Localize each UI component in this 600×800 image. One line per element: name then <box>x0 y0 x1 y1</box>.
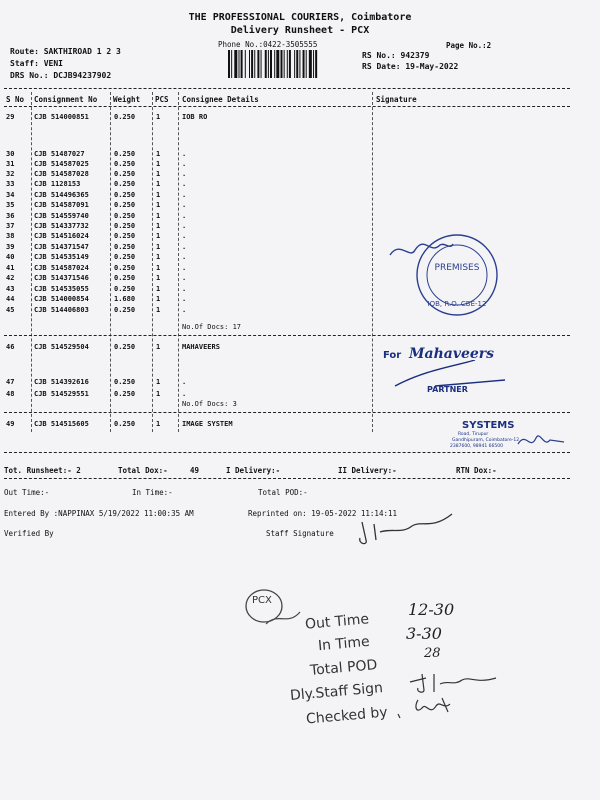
row-pcs: 1 <box>156 264 161 272</box>
row-consignee-details: . <box>182 243 187 251</box>
row-consignee-details: . <box>182 201 187 209</box>
row-weight: 0.250 <box>114 113 136 121</box>
row-pcs: 1 <box>156 306 161 314</box>
row-consignee-details: . <box>182 253 187 261</box>
row-consignee-details: . <box>182 306 187 314</box>
in-time-label: In Time:- <box>132 488 173 497</box>
row-consignee-details: . <box>182 274 187 282</box>
row-weight: 0.250 <box>114 222 136 230</box>
row-consignment-no: CJB 514371547 <box>34 243 89 251</box>
total-dox-value: 49 <box>190 466 200 475</box>
mahaveers-stamp <box>375 340 525 410</box>
hw-out-time-value: 12-30 <box>408 600 455 619</box>
row-consignee-details: . <box>182 295 187 303</box>
row-weight: 0.250 <box>114 201 136 209</box>
total-pod-label: Total POD:- <box>258 488 308 497</box>
entered-by: Entered By :NAPPINAX 5/19/2022 11:00:35 AM <box>4 509 194 518</box>
divider <box>4 88 570 89</box>
docs-count: No.Of Docs: 3 <box>182 400 237 408</box>
row-pcs: 1 <box>156 201 161 209</box>
rtn-dox: RTN Dox:- <box>456 466 497 475</box>
row-sno: 38 <box>6 232 15 240</box>
page-number: Page No.:2 <box>446 41 492 50</box>
phone-number: Phone No.:0422-3505555 <box>218 40 318 49</box>
row-weight: 0.250 <box>114 285 136 293</box>
barcode-bar <box>294 50 295 78</box>
staff-signature-scribble <box>352 510 472 550</box>
row-consignee-details: . <box>182 150 187 158</box>
divider <box>4 106 570 107</box>
barcode-bar <box>241 50 243 78</box>
col-header-signature: Signature <box>376 95 417 104</box>
docs-count: No.Of Docs: 17 <box>182 323 242 331</box>
barcode-bar <box>265 50 267 78</box>
hw-in-time-label: In Time <box>317 633 371 655</box>
verified-by: Verified By <box>4 529 54 538</box>
ii-delivery: II Delivery:- <box>338 466 397 475</box>
column-line <box>110 92 111 432</box>
barcode-bar <box>296 50 298 78</box>
hw-dly-staff-label: Dly.Staff Sign <box>289 679 384 705</box>
drs-number: DRS No.: DCJB94237902 <box>10 71 112 80</box>
barcode-bar <box>239 50 240 78</box>
row-sno: 45 <box>6 306 15 314</box>
row-weight: 0.250 <box>114 191 136 199</box>
row-consignee-details: . <box>182 212 187 220</box>
company-title: THE PROFESSIONAL COURIERS, Coimbatore <box>188 12 412 23</box>
row-sno: 43 <box>6 285 15 293</box>
mahaveers-name: Mahaveers <box>409 346 495 362</box>
row-weight: 0.250 <box>114 378 136 386</box>
row-sno: 39 <box>6 243 15 251</box>
row-consignment-no: CJB 514000851 <box>34 113 89 121</box>
row-consignment-no: CJB 514000854 <box>34 295 89 303</box>
row-consignee-details: . <box>182 191 187 199</box>
row-pcs: 1 <box>156 343 161 351</box>
image-systems-stamp <box>448 418 568 458</box>
row-consignment-no: CJB 514559740 <box>34 212 89 220</box>
col-header-pcs: PCS <box>155 95 169 104</box>
barcode-bar <box>306 50 307 78</box>
column-line <box>31 92 32 432</box>
barcode-image <box>228 50 362 78</box>
column-line <box>178 92 179 432</box>
row-sno: 30 <box>6 150 15 158</box>
row-pcs: 1 <box>156 378 161 386</box>
row-sno: 41 <box>6 264 15 272</box>
row-consignee-details: . <box>182 180 187 188</box>
row-consignment-no: CJB 514515605 <box>34 420 89 428</box>
row-consignment-no: CJB 514516024 <box>34 232 89 240</box>
row-weight: 0.250 <box>114 160 136 168</box>
row-pcs: 1 <box>156 253 161 261</box>
out-time-label: Out Time:- <box>4 488 50 497</box>
rs-date: RS Date: 19-May-2022 <box>362 62 459 71</box>
staff-label: Staff: VENI <box>10 59 63 68</box>
barcode-bar <box>261 50 262 78</box>
row-consignment-no: CJB 514535149 <box>34 253 89 261</box>
barcode-bar <box>299 50 300 78</box>
row-consignee-details: . <box>182 264 187 272</box>
row-consignee-details: IOB RO <box>182 113 208 121</box>
barcode-bar <box>303 50 305 78</box>
staff-signature-label: Staff Signature <box>266 529 334 538</box>
hw-total-pod-value: 28 <box>424 646 441 661</box>
barcode-bar <box>313 50 314 78</box>
col-header-sno: S No <box>6 95 25 104</box>
row-sno: 40 <box>6 253 15 261</box>
row-weight: 0.250 <box>114 232 136 240</box>
premises-stamp <box>385 230 515 320</box>
row-consignment-no: CJB 514587024 <box>34 264 89 272</box>
col-header-weight: Weight <box>113 95 141 104</box>
barcode-bar <box>251 50 253 78</box>
row-pcs: 1 <box>156 285 161 293</box>
row-consignee-details: . <box>182 390 187 398</box>
row-pcs: 1 <box>156 191 161 199</box>
barcode-bar <box>309 50 312 78</box>
row-consignment-no: CJB 514371546 <box>34 274 89 282</box>
row-consignment-no: CJB 514337732 <box>34 222 89 230</box>
row-consignee-details: . <box>182 378 187 386</box>
barcode-bar <box>274 50 275 78</box>
row-consignment-no: CJB 514392616 <box>34 378 89 386</box>
row-sno: 44 <box>6 295 15 303</box>
row-consignment-no: CJB 514496365 <box>34 191 89 199</box>
row-sno: 46 <box>6 343 15 351</box>
reprinted-on: Reprinted on: 19-05-2022 11:14:11 <box>248 509 398 518</box>
hw-in-time-value: 3-30 <box>406 624 442 643</box>
row-pcs: 1 <box>156 212 161 220</box>
row-pcs: 1 <box>156 180 161 188</box>
divider <box>4 478 570 479</box>
row-sno: 34 <box>6 191 15 199</box>
row-pcs: 1 <box>156 113 161 121</box>
row-pcs: 1 <box>156 170 161 178</box>
row-consignee-details: MAHAVEERS <box>182 343 220 351</box>
barcode-bar <box>289 50 291 78</box>
image-systems-address: Road, Tirupur <box>458 432 489 437</box>
row-pcs: 1 <box>156 295 161 303</box>
hw-checked-by-signature <box>390 692 480 722</box>
row-weight: 0.250 <box>114 343 136 351</box>
row-pcs: 1 <box>156 420 161 428</box>
col-header-consignee: Consignee Details <box>182 95 259 104</box>
barcode-bar <box>245 50 246 78</box>
row-pcs: 1 <box>156 243 161 251</box>
row-consignment-no: CJB 1128153 <box>34 180 81 188</box>
row-consignment-no: CJB 514587025 <box>34 160 89 168</box>
row-sno: 48 <box>6 390 15 398</box>
row-weight: 0.250 <box>114 170 136 178</box>
row-weight: 0.250 <box>114 306 136 314</box>
route-label: Route: SAKTHIROAD 1 2 3 <box>10 47 121 56</box>
row-weight: 0.250 <box>114 212 136 220</box>
total-dox-label: Total Dox:- <box>118 466 168 475</box>
image-systems-name: SYSTEMS <box>462 420 515 431</box>
image-systems-address: Gandhipuram, Coimbatore-12 <box>452 438 520 443</box>
row-consignment-no: CJB 514587028 <box>34 170 89 178</box>
row-weight: 0.250 <box>114 253 136 261</box>
row-consignment-no: CJB 51487027 <box>34 150 85 158</box>
row-consignee-details: . <box>182 222 187 230</box>
row-sno: 29 <box>6 113 15 121</box>
row-weight: 0.250 <box>114 264 136 272</box>
row-consignee-details: IMAGE SYSTEM <box>182 420 233 428</box>
divider <box>4 335 570 336</box>
row-pcs: 1 <box>156 222 161 230</box>
row-pcs: 1 <box>156 150 161 158</box>
row-weight: 0.250 <box>114 150 136 158</box>
pcx-handwritten: PCX <box>252 595 272 606</box>
i-delivery: I Delivery:- <box>226 466 281 475</box>
barcode-bar <box>228 50 230 78</box>
barcode-bar <box>257 50 259 78</box>
barcode-bar <box>284 50 285 78</box>
row-sno: 36 <box>6 212 15 220</box>
row-consignee-details: . <box>182 160 187 168</box>
row-pcs: 1 <box>156 232 161 240</box>
row-sno: 31 <box>6 160 15 168</box>
col-header-consignment: Consignment No <box>34 95 98 104</box>
row-pcs: 1 <box>156 160 161 168</box>
row-sno: 42 <box>6 274 15 282</box>
barcode-bar <box>249 50 250 78</box>
mahaveers-partner: PARTNER <box>427 385 468 394</box>
hw-out-time-label: Out Time <box>304 611 370 633</box>
row-consignment-no: CJB 514529504 <box>34 343 89 351</box>
row-consignee-details: . <box>182 285 187 293</box>
column-line <box>152 92 153 432</box>
runsheet-subtitle: Delivery Runsheet - PCX <box>230 25 370 36</box>
total-runsheet: Tot. Runsheet:- 2 <box>4 466 81 475</box>
barcode-bar <box>315 50 317 78</box>
divider <box>4 412 570 413</box>
column-line <box>372 92 373 432</box>
row-weight: 0.250 <box>114 390 136 398</box>
barcode-bar <box>254 50 255 78</box>
barcode-bar <box>231 50 232 78</box>
barcode-bar <box>268 50 269 78</box>
premises-text: PREMISES <box>434 263 480 273</box>
row-consignee-details: . <box>182 170 187 178</box>
row-weight: 0.250 <box>114 243 136 251</box>
row-pcs: 1 <box>156 274 161 282</box>
image-systems-phone: 2387600, 98941 66500 <box>450 444 503 449</box>
row-consignment-no: CJB 514535055 <box>34 285 89 293</box>
row-pcs: 1 <box>156 390 161 398</box>
rs-number: RS No.: 942379 <box>362 51 430 60</box>
row-weight: 1.680 <box>114 295 136 303</box>
row-sno: 49 <box>6 420 15 428</box>
row-weight: 0.250 <box>114 274 136 282</box>
svg-text:IOB, R.O. CBE-12: IOB, R.O. CBE-12 <box>427 300 487 308</box>
row-weight: 0.250 <box>114 180 136 188</box>
mahaveers-for: For <box>383 350 402 361</box>
row-weight: 0.250 <box>114 420 136 428</box>
row-sno: 32 <box>6 170 15 178</box>
barcode-bar <box>270 50 272 78</box>
hw-total-pod-label: Total POD <box>309 657 378 679</box>
barcode-bar <box>287 50 288 78</box>
row-sno: 37 <box>6 222 15 230</box>
barcode-bar <box>276 50 279 78</box>
barcode-bar <box>281 50 283 78</box>
row-consignment-no: CJB 514406803 <box>34 306 89 314</box>
row-consignment-no: CJB 514529551 <box>34 390 89 398</box>
row-consignment-no: CJB 514587091 <box>34 201 89 209</box>
row-consignee-details: . <box>182 232 187 240</box>
hw-checked-by-label: Checked by <box>305 704 389 728</box>
pcx-circle <box>238 582 308 642</box>
barcode-bar <box>234 50 237 78</box>
row-sno: 35 <box>6 201 15 209</box>
row-sno: 33 <box>6 180 15 188</box>
row-sno: 47 <box>6 378 15 386</box>
